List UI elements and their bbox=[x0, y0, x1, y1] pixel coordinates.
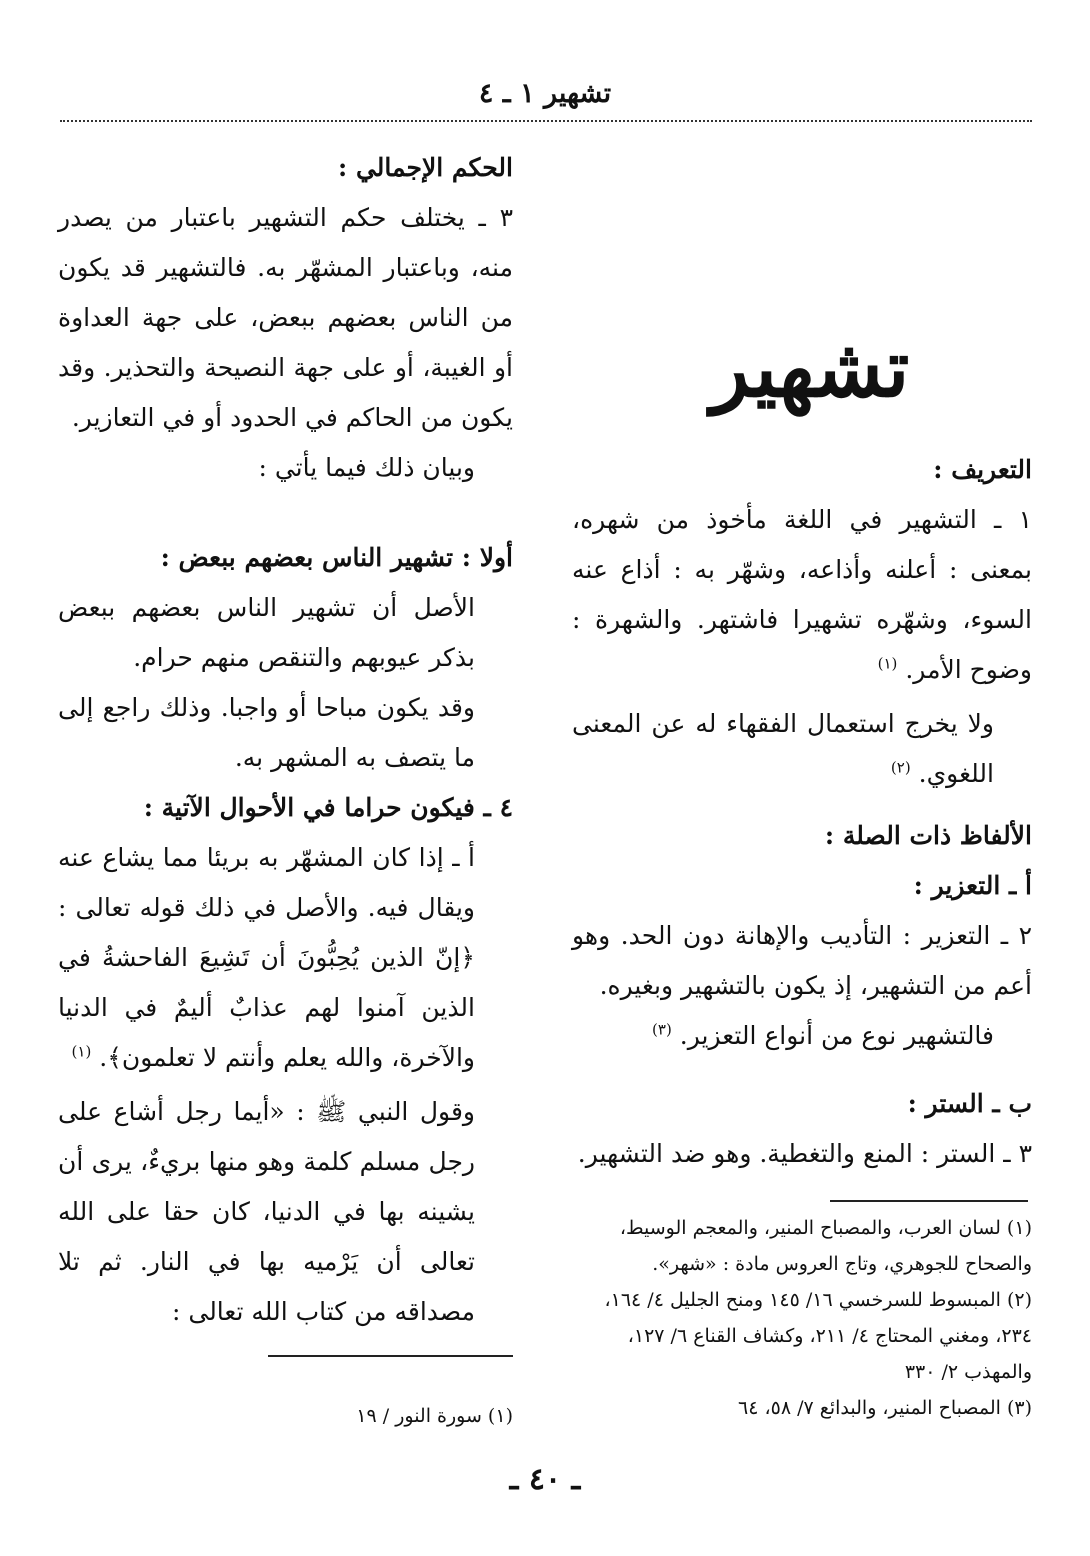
paragraph-hadith: وقول النبي ﷺ : «أيما رجل أشاع على رجل مسلم كلمة وهو منها بريءٌ، يرى أن يشينه بها في الدنيا، كان حقا على الله تعالى أن يَرْميه بها في النار. ثم تلا مصداقه من كتاب الله تعالى : bbox=[58, 1097, 475, 1326]
paragraph-1 bbox=[572, 495, 1032, 695]
paragraph-forbidden-cases: ٤ ـ فيكون حراما في الأحوال الآتية : bbox=[143, 793, 513, 822]
paragraph-4-text: فالتشهير نوع من أنواع التعزير. bbox=[679, 1021, 994, 1050]
ruling-heading: الحكم الإجمالي : bbox=[338, 153, 513, 182]
right-column bbox=[572, 445, 1032, 1179]
footnote-ref: (١) bbox=[877, 654, 898, 673]
right-footnotes bbox=[580, 1210, 1032, 1426]
footnote-divider bbox=[268, 1355, 513, 1357]
entry-title: تشهير bbox=[710, 321, 910, 415]
running-header: تشهير ١ ـ ٤ bbox=[478, 78, 612, 109]
paragraph-1-text: ١ ـ التشهير في اللغة مأخوذ من شهره، بمعنى : أعلنه وأذاعه، وشهّر به : أذاع عنه السوء، وشهّره تشهيرا فاشتهر. والشهرة : وضوح الأمر. bbox=[572, 505, 1032, 684]
subheading-tazir: أ ـ التعزير : bbox=[913, 871, 1032, 900]
paragraph-4 bbox=[572, 1011, 1032, 1061]
first-section-heading: أولا : تشهير الناس بعضهم ببعض : bbox=[160, 543, 513, 572]
paragraph-5: ٣ ـ الستر : المنع والتغطية. وهو ضد التشهير. bbox=[577, 1139, 1032, 1168]
footnote-3: (٣) المصباح المنير، والبدائع ٧/ ٥٨، ٦٤ bbox=[738, 1397, 1032, 1419]
footnote-ref: (٢) bbox=[890, 758, 911, 777]
footnote-ref: (٣) bbox=[652, 1020, 672, 1039]
footnote-1: (١) لسان العرب، والمصباح المنير، والمعجم الوسيط، والصحاح للجوهري، وتاج العروس مادة : «شهر». bbox=[619, 1217, 1032, 1275]
paragraph-2 bbox=[572, 699, 1032, 799]
definition-heading: التعريف : bbox=[933, 455, 1032, 484]
subheading-satr: ب ـ الستر : bbox=[907, 1089, 1032, 1118]
paragraph-principle: الأصل أن تشهير الناس بعضهم ببعض بذكر عيوبهم والتنقص منهم حرام. bbox=[58, 593, 475, 672]
paragraph-2-text: ولا يخرج استعمال الفقهاء له عن المعنى اللغوي. bbox=[572, 709, 994, 788]
footnote-ref: (١) bbox=[71, 1042, 92, 1061]
left-column bbox=[58, 143, 513, 1337]
paragraph-3: ٢ ـ التعزير : التأديب والإهانة دون الحد. وهو أعم من التشهير، إذ يكون بالتشهير وبغيره. bbox=[572, 921, 1032, 1000]
related-terms-heading: الألفاظ ذات الصلة : bbox=[824, 821, 1032, 850]
paragraph-permitted: وقد يكون مباحا أو واجبا. وذلك راجع إلى ما يتصف به المشهر به. bbox=[58, 693, 475, 772]
paragraph-explanation: وبيان ذلك فيما يأتي : bbox=[258, 453, 475, 482]
paragraph-case-a bbox=[58, 833, 513, 1083]
footnote-divider bbox=[830, 1200, 1028, 1202]
left-footnotes bbox=[60, 1398, 513, 1434]
footnote-quran: (١) سورة النور / ١٩ bbox=[356, 1405, 513, 1427]
footnote-2: (٢) المبسوط للسرخسي ١٦/ ١٤٥ ومنح الجليل ٤/ ١٦٤، ٢٣٤، ومغني المحتاج ٤/ ٢١١، وكشاف القناع ٦/ ١٢٧، والمهذب ٢/ ٣٣٠ bbox=[604, 1289, 1032, 1383]
page-number: ـ ٤٠ ـ bbox=[509, 1462, 581, 1497]
header-divider bbox=[60, 120, 1032, 122]
paragraph-case-a-text: أ ـ إذا كان المشهّر به بريئا مما يشاع عنه ويقال فيه. والأصل في ذلك قوله تعالى : ﴿إنّ الذين يُحِبُّونَ أن تَشِيعَ الفاحشةُ في الذين آمنوا لهم عذابٌ أليمٌ في الدنيا والآخرة، والله يعلم وأنتم لا تعلمون﴾. bbox=[58, 843, 476, 1072]
paragraph-ruling: ٣ ـ يختلف حكم التشهير باعتبار من يصدر منه، وباعتبار المشهّر به. فالتشهير قد يكون من الناس بعضهم ببعض، على جهة العداوة أو الغيبة، أو على جهة النصيحة والتحذير. وقد يكون من الحاكم في الحدود أو في التعازير. bbox=[58, 203, 513, 432]
